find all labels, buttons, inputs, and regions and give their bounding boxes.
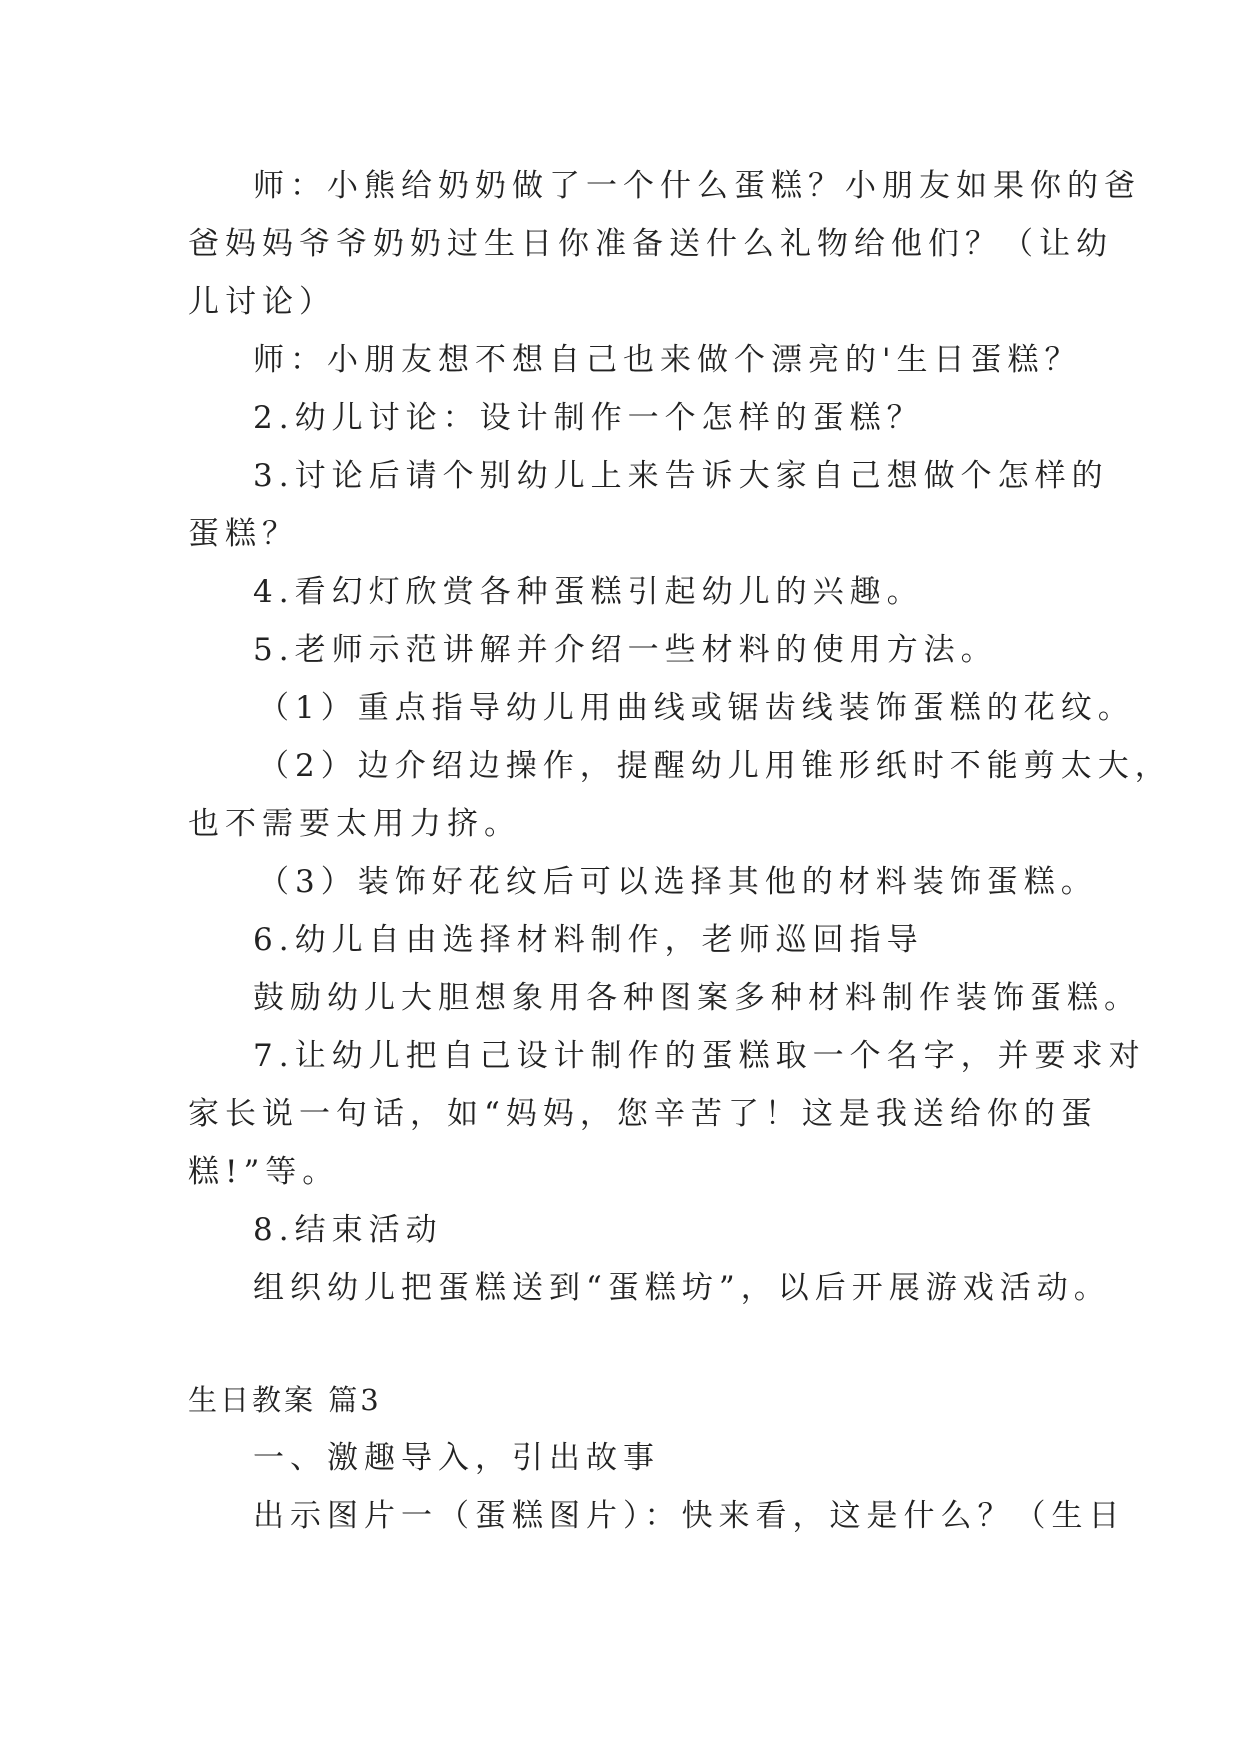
paragraph-line: 鼓励幼儿大胆想象用各种图案多种材料制作装饰蛋糕。: [253, 980, 1141, 1016]
paragraph-line: 出示图片一（蛋糕图片）：快来看，这是什么？（生日: [253, 1498, 1126, 1534]
paragraph-line: 一、激趣导入，引出故事: [253, 1440, 660, 1476]
paragraph-line: 4.看幻灯欣赏各种蛋糕引起幼儿的兴趣。: [253, 574, 924, 610]
paragraph-line: 蛋糕？: [188, 516, 299, 552]
paragraph-line: 组织幼儿把蛋糕送到“蛋糕坊”，以后开展游戏活动。: [253, 1270, 1111, 1306]
paragraph-line: （2）边介绍边操作，提醒幼儿用锥形纸时不能剪太大，: [258, 748, 1172, 784]
paragraph-line: 家长说一句话，如“妈妈，您辛苦了！这是我送给你的蛋: [188, 1096, 1098, 1132]
paragraph-line: 8.结束活动: [253, 1212, 443, 1248]
section-heading: 生日教案 篇3: [188, 1383, 382, 1417]
paragraph-line: 3.讨论后请个别幼儿上来告诉大家自己想做个怎样的: [253, 458, 1109, 494]
paragraph-line: 2.幼儿讨论：设计制作一个怎样的蛋糕？: [253, 400, 924, 436]
paragraph-line: 5.老师示范讲解并介绍一些材料的使用方法。: [253, 632, 998, 668]
paragraph-line: 儿讨论）: [188, 284, 336, 320]
paragraph-line: 爸妈妈爷爷奶奶过生日你准备送什么礼物给他们？（让幼: [188, 226, 1113, 262]
paragraph-line: （1）重点指导幼儿用曲线或锯齿线装饰蛋糕的花纹。: [258, 690, 1135, 726]
paragraph-line: 师：小朋友想不想自己也来做个漂亮的'生日蛋糕？: [253, 342, 1082, 378]
paragraph-line: 6.幼儿自由选择材料制作，老师巡回指导: [253, 922, 924, 958]
paragraph-line: （3）装饰好花纹后可以选择其他的材料装饰蛋糕。: [258, 864, 1098, 900]
paragraph-line: 师：小熊给奶奶做了一个什么蛋糕？小朋友如果你的爸: [253, 168, 1141, 204]
paragraph-line: 也不需要太用力挤。: [188, 806, 521, 842]
paragraph-line: 糕!”等。: [188, 1154, 340, 1190]
paragraph-line: 7.让幼儿把自己设计制作的蛋糕取一个名字，并要求对: [253, 1038, 1146, 1074]
